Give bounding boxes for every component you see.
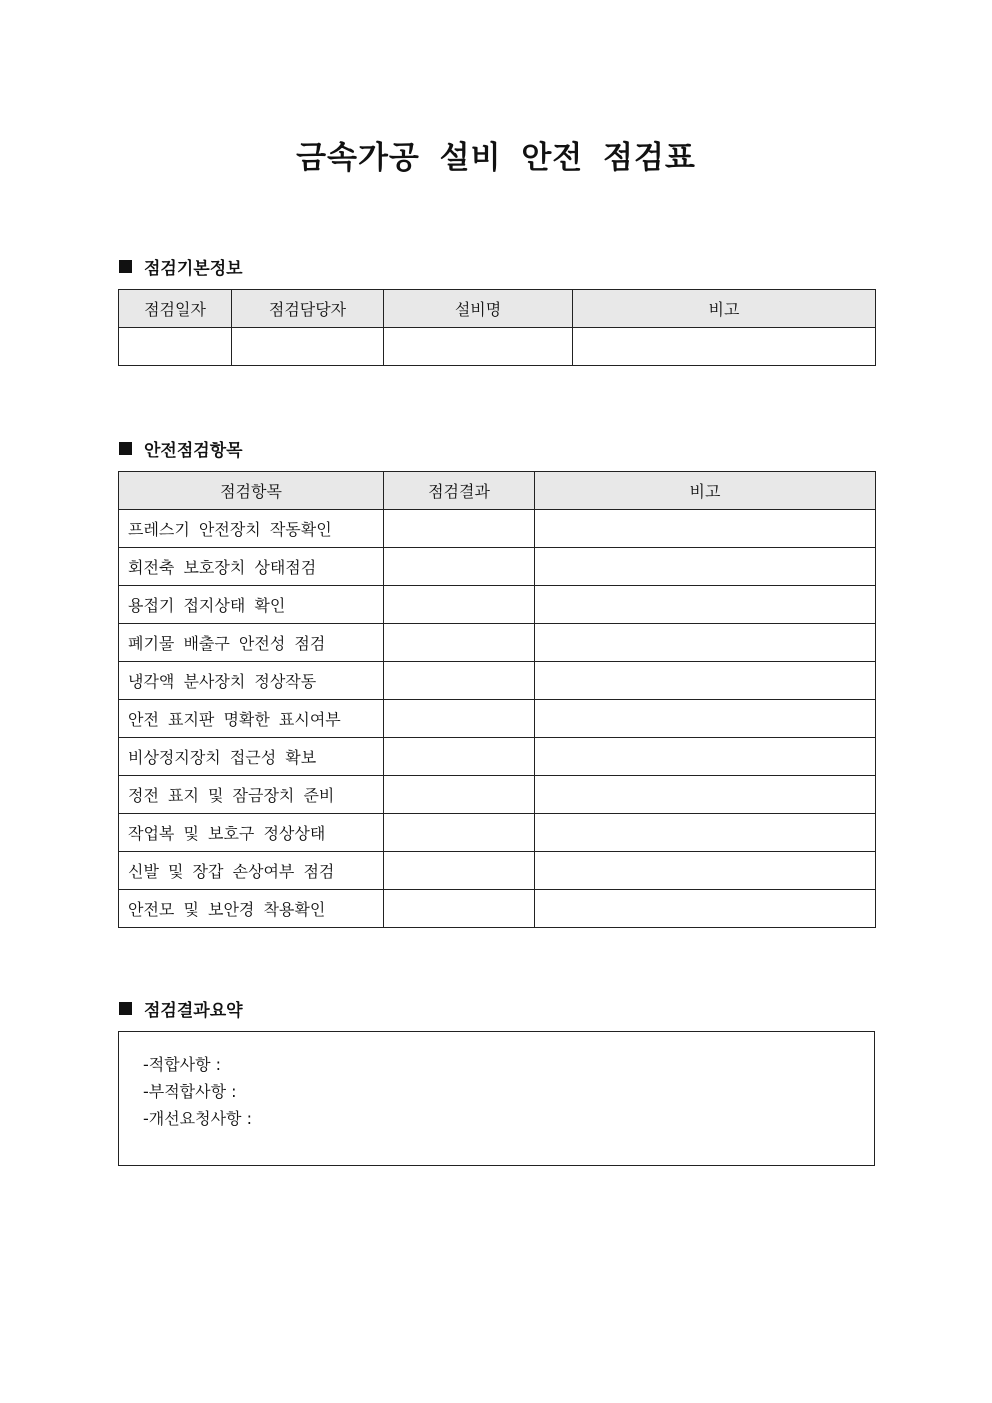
summary-lines (143, 1051, 252, 1132)
column-header: 점검일자 (119, 290, 232, 328)
check-item-label: 비상정지장치 접근성 확보 (119, 738, 384, 776)
equipment-name-cell[interactable] (384, 328, 573, 366)
check-item-label: 냉각액 분사장치 정상작동 (119, 662, 384, 700)
check-result-cell[interactable] (384, 890, 535, 928)
table-row (119, 776, 876, 814)
check-result-cell[interactable] (384, 814, 535, 852)
section-heading-basic-info (119, 254, 243, 279)
section-heading-label: 안전점검항목 (144, 441, 243, 461)
check-item-label: 신발 및 장갑 손상여부 점검 (119, 852, 384, 890)
check-result-cell[interactable] (384, 700, 535, 738)
section-heading-label: 점검결과요약 (144, 1001, 243, 1021)
summary-line-improvement: -개선요청사항 : (143, 1109, 252, 1128)
check-item-label: 안전 표지판 명확한 표시여부 (119, 700, 384, 738)
table-row (119, 510, 876, 548)
check-remarks-cell[interactable] (535, 624, 876, 662)
check-remarks-cell[interactable] (535, 738, 876, 776)
table-row (119, 890, 876, 928)
check-result-cell[interactable] (384, 852, 535, 890)
check-result-cell[interactable] (384, 662, 535, 700)
safety-check-table (118, 471, 876, 928)
table-header-row (119, 290, 876, 328)
section-heading-label: 점검기본정보 (144, 259, 243, 279)
column-header: 비고 (535, 472, 876, 510)
table-row (119, 328, 876, 366)
check-item-label: 작업복 및 보호구 정상상태 (119, 814, 384, 852)
table-row (119, 586, 876, 624)
summary-line-unsuitable: -부적합사항 : (143, 1082, 237, 1101)
basic-info-table (118, 289, 876, 366)
check-remarks-cell[interactable] (535, 814, 876, 852)
check-remarks-cell[interactable] (535, 890, 876, 928)
column-header: 비고 (573, 290, 876, 328)
check-result-cell[interactable] (384, 548, 535, 586)
table-row (119, 662, 876, 700)
table-header-row (119, 472, 876, 510)
summary-line-suitable: -적합사항 : (143, 1055, 222, 1074)
check-remarks-cell[interactable] (535, 586, 876, 624)
check-remarks-cell[interactable] (535, 700, 876, 738)
table-row (119, 624, 876, 662)
check-item-label: 회전축 보호장치 상태점검 (119, 548, 384, 586)
table-row (119, 852, 876, 890)
page-title: 금속가공 설비 안전 점검표 (296, 140, 696, 176)
check-item-label: 프레스기 안전장치 작동확인 (119, 510, 384, 548)
column-header: 점검항목 (119, 472, 384, 510)
check-result-cell[interactable] (384, 586, 535, 624)
summary-box[interactable] (118, 1031, 875, 1166)
column-header: 점검담당자 (232, 290, 384, 328)
check-item-label: 폐기물 배출구 안전성 점검 (119, 624, 384, 662)
inspector-cell[interactable] (232, 328, 384, 366)
check-remarks-cell[interactable] (535, 510, 876, 548)
check-item-label: 정전 표지 및 잠금장치 준비 (119, 776, 384, 814)
check-result-cell[interactable] (384, 510, 535, 548)
check-remarks-cell[interactable] (535, 776, 876, 814)
table-row (119, 700, 876, 738)
column-header: 점검결과 (384, 472, 535, 510)
check-result-cell[interactable] (384, 624, 535, 662)
check-remarks-cell[interactable] (535, 852, 876, 890)
inspection-date-cell[interactable] (119, 328, 232, 366)
check-item-label: 안전모 및 보안경 착용확인 (119, 890, 384, 928)
section-heading-summary (119, 996, 243, 1021)
remarks-cell[interactable] (573, 328, 876, 366)
table-row (119, 814, 876, 852)
square-bullet-icon (119, 1002, 132, 1015)
check-result-cell[interactable] (384, 738, 535, 776)
check-remarks-cell[interactable] (535, 548, 876, 586)
column-header: 설비명 (384, 290, 573, 328)
table-row (119, 548, 876, 586)
square-bullet-icon (119, 442, 132, 455)
check-item-label: 용접기 접지상태 확인 (119, 586, 384, 624)
square-bullet-icon (119, 260, 132, 273)
section-heading-safety-items (119, 436, 243, 461)
check-result-cell[interactable] (384, 776, 535, 814)
check-remarks-cell[interactable] (535, 662, 876, 700)
table-row (119, 738, 876, 776)
